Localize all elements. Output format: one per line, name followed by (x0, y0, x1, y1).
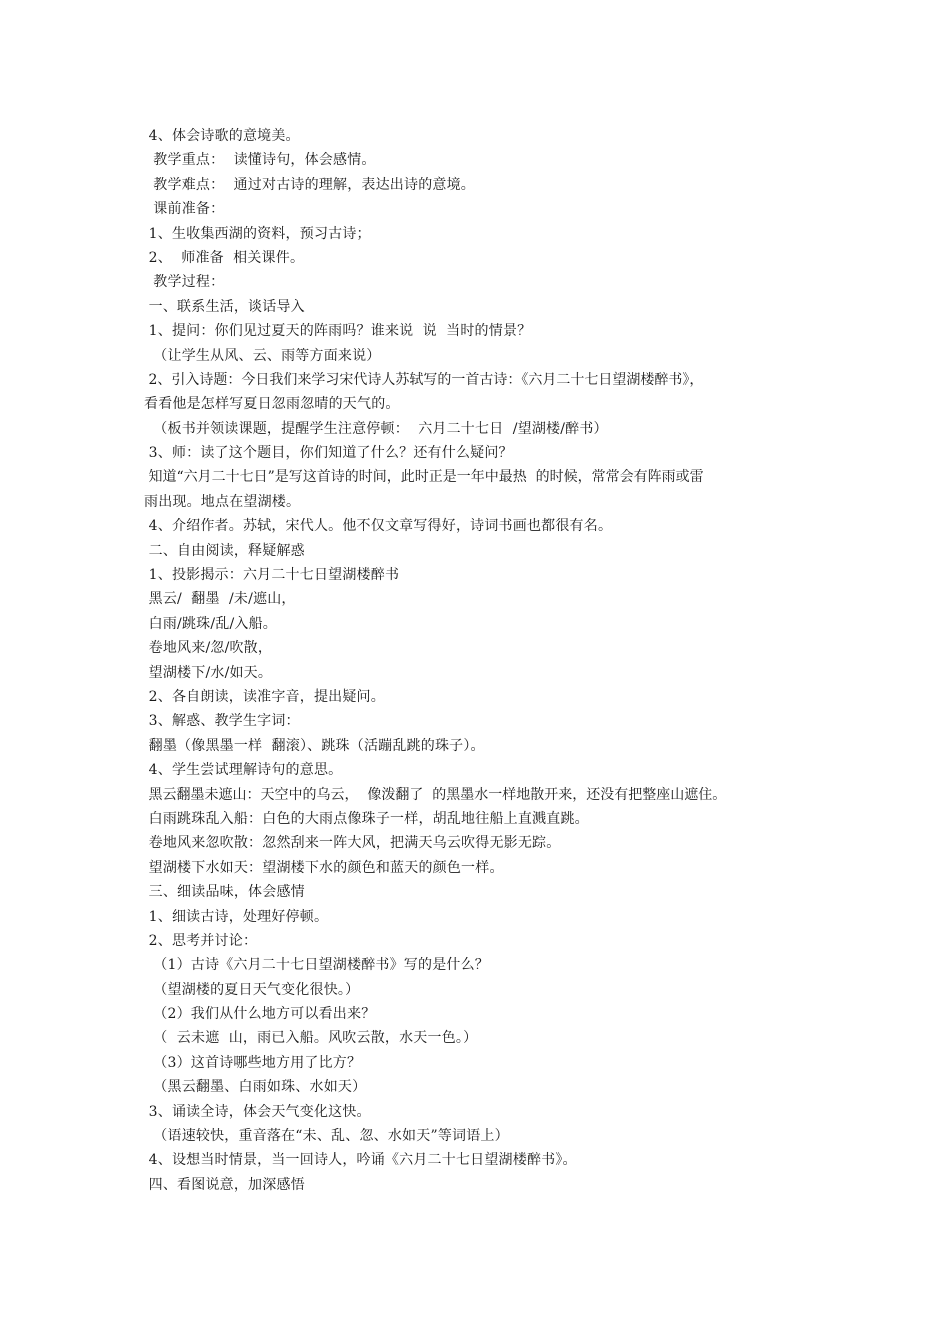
discussion-a2: （ 云未遮 山，雨已入船。风吹云散，水天一色。） (144, 1030, 478, 1047)
poem-line-3: 卷地风来/忽/吹散， (144, 640, 273, 657)
discussion-q1: （1）古诗《六月二十七日望湖楼醉书》写的是什么？ (144, 957, 490, 974)
vocabulary-note: 翻墨（像黑墨一样 翻滚）、跳珠（活蹦乱跳的珠子）。 (144, 737, 485, 754)
objective-4: 4、体会诗歌的意境美。 (144, 128, 300, 144)
section-1-step-1: 1、提问：你们见过夏天的阵雨吗？谁来说 说 当时的情景？ (144, 323, 532, 340)
discussion-q3: （3）这首诗哪些地方用了比方？ (144, 1054, 362, 1071)
section-1-heading: 一、联系生活，谈话导入 (144, 298, 305, 315)
process-heading: 教学过程： (144, 274, 225, 291)
section-1-note-2: （板书并领读课题，提醒学生注意停顿： 六月二十七日 /望湖楼/醉书） (144, 420, 608, 437)
discussion-q2: （2）我们从什么地方可以看出来？ (144, 1006, 376, 1023)
preparation-heading: 课前准备： (144, 201, 225, 218)
teaching-focus: 教学重点： 读懂诗句，体会感情。 (144, 152, 376, 169)
section-1-step-2-cont: 看看他是怎样写夏日忽雨忽晴的天气的。 (144, 396, 400, 413)
section-1-step-2: 2、引入诗题：今日我们来学习宋代诗人苏轼写的一首古诗：《六月二十七日望湖楼醉书》， (144, 371, 704, 388)
section-3-heading: 三、细读品味，体会感情 (144, 884, 305, 901)
discussion-a1: （望湖楼的夏日天气变化很快。） (144, 981, 360, 998)
section-3-step-1: 1、细读古诗，处理好停顿。 (144, 908, 329, 925)
section-3-step-2: 2、思考并讨论： (144, 932, 258, 949)
preparation-2: 2、 师准备 相关课件。 (144, 249, 305, 266)
document-body (144, 124, 824, 1197)
meaning-line-4: 望湖楼下水如天：望湖楼下水的颜色和蓝天的颜色一样。 (144, 859, 504, 876)
preparation-1: 1、生收集西湖的资料，预习古诗； (144, 225, 371, 242)
section-2-step-3: 3、解惑、教学生字词： (144, 713, 300, 730)
section-3-step-4: 4、设想当时情景，当一回诗人，吟诵《六月二十七日望湖楼醉书》。 (144, 1152, 577, 1169)
section-1-note-1: （让学生从风、云、雨等方面来说） (144, 347, 381, 364)
section-1-step-4: 4、介绍作者。苏轼，宋代人。他不仅文章写得好，诗词书画也都很有名。 (144, 518, 613, 535)
meaning-line-1: 黑云翻墨未遮山：天空中的乌云， 像泼翻了 的黑墨水一样地散开来，还没有把整座山遮住。 (144, 786, 727, 803)
poem-line-4: 望湖楼下/水/如天。 (144, 664, 273, 681)
meaning-line-2: 白雨跳珠乱入船：白色的大雨点像珠子一样，胡乱地往船上直溅直跳。 (144, 810, 589, 827)
discussion-a3: （黑云翻墨、白雨如珠、水如天） (144, 1079, 367, 1096)
section-3-step-3: 3、诵读全诗，体会天气变化这快。 (144, 1103, 371, 1120)
poem-line-2: 白雨/跳珠/乱/入船。 (144, 615, 278, 632)
section-2-step-2: 2、各自朗读，读准字音，提出疑问。 (144, 688, 385, 705)
meaning-line-3: 卷地风来忽吹散：忽然刮来一阵大风，把满天乌云吹得无影无踪。 (144, 835, 561, 852)
poem-line-1: 黑云/ 翻墨 /未/遮山， (144, 591, 296, 608)
section-1-step-3: 3、师：读了这个题目，你们知道了什么？还有什么疑问？ (144, 445, 513, 462)
section-2-step-4: 4、学生尝试理解诗句的意思。 (144, 762, 343, 779)
section-1-explanation-cont: 雨出现。地点在望湖楼。 (144, 493, 301, 510)
reading-note: （语速较快，重音落在“未、乱、忽、水如天”等词语上） (144, 1128, 509, 1145)
section-2-step-1: 1、投影揭示：六月二十七日望湖楼醉书 (144, 567, 400, 584)
section-4-heading: 四、看图说意，加深感悟 (144, 1176, 305, 1193)
section-1-explanation: 知道“六月二十七日”是写这首诗的时间，此时正是一年中最热 的时候，常常会有阵雨或雷 (144, 469, 704, 486)
teaching-difficulty: 教学难点： 通过对古诗的理解，表达出诗的意境。 (144, 176, 475, 193)
section-2-heading: 二、自由阅读，释疑解惑 (144, 542, 305, 559)
